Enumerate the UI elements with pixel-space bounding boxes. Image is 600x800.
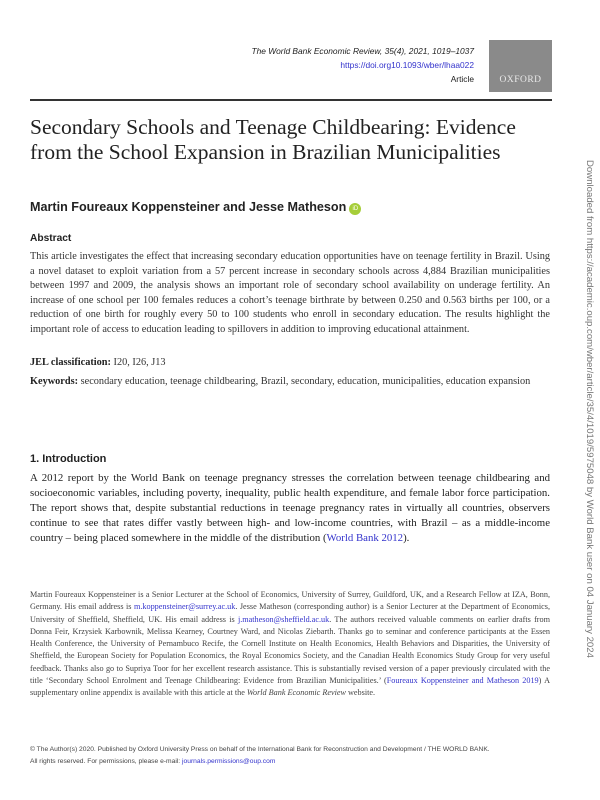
abstract-text: This article investigates the effect that increasing secondary education opportunities have on teenage fertility in Brazil. Using a novel dataset to exploit variation from a 57 percent increase in secondary schools across 4,884 Brazilian municipalities between 1997 and 2009, the analysis shows an important role of secondary school availability on underage fertility. An increase of one school per 100 females reduces a cohort’s teenage birthrate by between 0.250 and 0.563 births per 100, or a reduction of one birth for roughly every 50 to 100 students who enroll in secondary education. The results highlight the important role of access to education leading to spillovers in addition to improving educational attainment. <box>30 251 550 335</box>
keywords-label: Keywords: <box>30 376 79 387</box>
abstract-heading: Abstract <box>30 233 72 244</box>
email-link-koppensteiner[interactable]: m.koppensteiner@surrey.ac.uk <box>133 602 236 612</box>
keywords-value: secondary education, teenage childbearing, Brazil, secondary, education, municipalities, education expansion <box>80 376 531 387</box>
permissions-text: All rights reserved. For permissions, please e-mail: <box>30 758 183 765</box>
header-rule <box>30 99 552 101</box>
authors: Martin Foureaux Koppensteiner and Jesse Matheson <box>30 200 347 214</box>
intro-body: A 2012 report by the World Bank on teenage pregnancy stresses the correlation between teenage childbearing and socioeconomic variables, including poverty, inequality, public health expenditure, and female labor force participation. The report shows that, despite substantial reductions in teenage pregnancy rates in virtually all countries, observers continue to see that rates differ vastly between high- and low-income countries, with Brazil – as a middle-income country – being placed somewhere in the middle of the distribution ( <box>30 472 550 545</box>
section-heading-introduction: 1. Introduction <box>30 453 107 465</box>
copyright-line: © The Author(s) 2020. Published by Oxford University Press on behalf of the International Bank for Reconstruction and Development / THE WORLD BANK. <box>30 746 490 753</box>
journal-header <box>251 44 474 86</box>
jel-value: I20, I26, J13 <box>113 357 166 368</box>
download-note: Downloaded from https://academic.oup.com/wber/article/35/4/1019/5975048 by World Bank user on 04 January 2024 <box>584 160 595 658</box>
journal-citation: The World Bank Economic Review, 35(4), 2021, 1019–1037 <box>251 46 474 56</box>
permissions-email-link[interactable]: journals.permissions@oup.com <box>182 758 276 765</box>
download-watermark <box>584 160 598 740</box>
footnote-text: website. <box>345 688 376 698</box>
article-type: Article <box>450 74 474 84</box>
footnote-text: Martin Foureaux Koppensteiner is a Senior Lecturer at the School of Economics, University of Surrey, Guildford, UK, and a Research Fellow at IZA, Bonn, Germany. His email address is <box>30 590 550 612</box>
doi-link[interactable]: https://doi.org10.1093/wber/lhaa022 <box>340 60 474 70</box>
orcid-icon[interactable]: iD <box>349 203 361 215</box>
author-footnote <box>30 589 550 700</box>
email-link-matheson[interactable]: j.matheson@sheffield.ac.uk <box>237 614 330 624</box>
permissions-line <box>30 756 560 768</box>
oxford-logo: OXFORD <box>489 40 552 92</box>
citation-link-koppensteiner-matheson-2019[interactable]: Foureaux Koppensteiner and Matheson 2019 <box>386 676 539 686</box>
journal-name: World Bank Economic Review <box>246 688 346 698</box>
author-line <box>30 200 361 215</box>
jel-classification <box>30 356 550 371</box>
citation-link-world-bank-2012[interactable]: World Bank 2012 <box>326 532 404 545</box>
footnote-text: . The authors received valuable comments on earlier drafts from Donna Feir, Krzysiek Karbownik, Melissa Kearney, Courtney Ward, and Nicolas Ziebarth. Thanks go to seminar and conference participants at the Essen Health Conference, the University of Pernambuco Recife, the Cornell Institute on Health Economics, Health Behaviors and Disparities, the University of Sheffield, the European Society for Population Economics, the Royal Economics Society, and the Canadian Health Economics Study Group for very useful feedback. Thanks also go to Supriya Toor for her excellent research assistance. This is substantially revised version of a paper previously circulated with the title ‘Secondary School Enrolment and Teenage Childbearing: Evidence from Brazilian Municipalities.’ ( <box>30 614 550 686</box>
footnote-text: ) A supplementary online appendix is available with this article at the <box>30 676 551 698</box>
jel-label: JEL classification: <box>30 357 111 368</box>
keywords <box>30 375 550 390</box>
intro-end: ). <box>403 532 410 545</box>
paper-title: Secondary Schools and Teenage Childbearing: Evidence from the School Expansion in Brazilian Municipalities <box>30 115 516 164</box>
copyright-notice <box>30 744 560 768</box>
footnote-text: . Jesse Matheson (corresponding author) is a Senior Lecturer at the Department of Economics, University of Sheffield, Sheffield, UK. His email address is <box>30 602 550 624</box>
introduction-text <box>30 471 550 546</box>
